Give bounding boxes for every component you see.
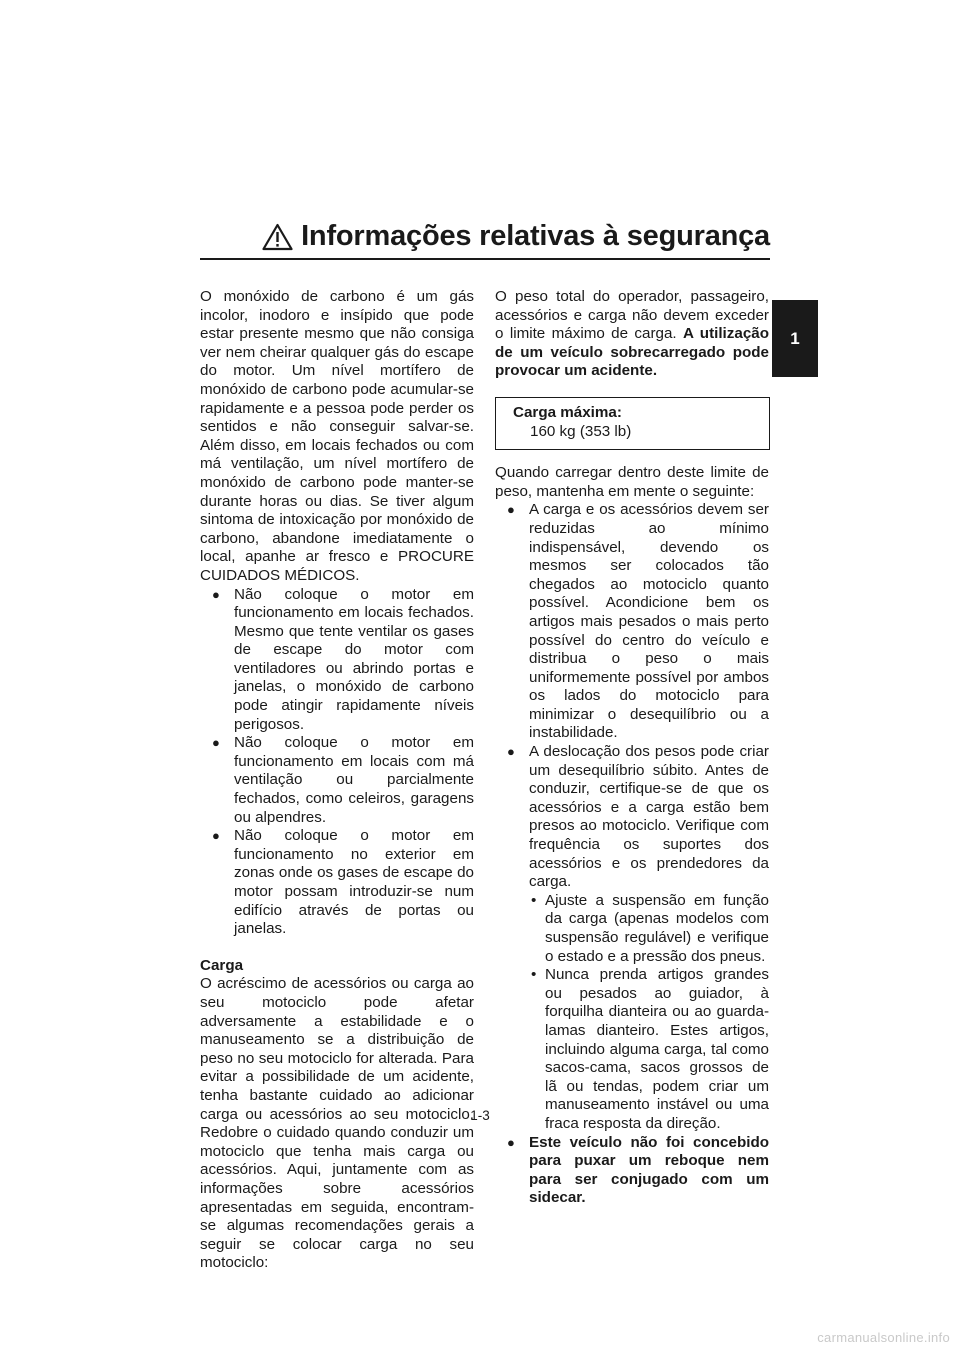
section-title-carga: Carga — [200, 956, 244, 974]
list-item: ● Não coloque o motor em funcionamento no exterior em zonas onde os gases de escape do motor possam introduzir-se num edifício através de portas ou janelas. — [212, 827, 474, 938]
bullet-icon: ● — [507, 744, 515, 760]
page-header — [200, 218, 770, 260]
list-item: ● A carga e os acessórios devem ser reduzidas ao mínimo indispensável, devendo os mesmos ser colocados tão chegados ao motociclo quanto possível. Acondicione bem os artigos mais pesados o mais perto possível do centro do veículo e distribua o peso o mais uniformemente possível por ambos os lados do motociclo para minimizar o desequilíbrio ou a instabilidade. — [507, 501, 769, 742]
co-bullet-list — [200, 586, 474, 939]
load-warning-text: A utilização de um veículo sobrecarregado pode provocar um acidente. — [495, 325, 769, 380]
warning-triangle-icon — [262, 223, 293, 251]
list-item: ● Este veículo não foi concebido para puxar um reboque nem para ser conjugado com um sidecar. — [507, 1133, 769, 1207]
load-lead-paragraph: Quando carregar dentro deste limite de peso, mantenha em mente o seguinte: — [495, 464, 769, 500]
small-bullet-icon: • — [531, 891, 537, 909]
chapter-tab: 1 — [772, 300, 818, 377]
load-intro-paragraph: O peso total do operador, passageiro, acessórios e carga não devem exceder o limite máximo de carga. A utilização de um veículo sobrecarregado pode provocar um acidente. — [495, 288, 769, 380]
header-title-wrap — [262, 220, 770, 253]
list-item: ● Não coloque o motor em funcionamento em locais com má ventilação ou parcialmente fechados, como celeiros, garagens ou alpendres. — [212, 734, 474, 826]
bullet-icon: ● — [507, 502, 515, 518]
sub-list-item: • Nunca prenda artigos grandes ou pesados ao guiador, à forquilha dianteira ou ao guarda-lamas dianteiro. Estes artigos, incluindo alguma carga, tal como sacos-cama, sacos grossos de lã ou tendas, podem criar um manuseamento instável ou uma fraca resposta da direção. — [531, 966, 769, 1132]
max-load-box — [495, 397, 770, 450]
load-bullet-list — [495, 501, 769, 1208]
bullet-icon: ● — [212, 828, 220, 844]
max-load-label: Carga máxima: — [513, 403, 622, 421]
list-item: ● A deslocação dos pesos pode criar um desequilíbrio súbito. Antes de conduzir, certifique-se de que os acessórios e a carga estão bem presos ao motociclo. Verifique com frequência os suportes dos acessórios e os prendedores da carga. • Ajuste a suspensão em função da carga (apenas modelos com suspensão regulável) e verifique o estado e a pressão dos pneus. • Nunca prenda artigos grandes ou pesados ao guiador, à forquilha dianteira ou ao guarda-lamas dianteiro. Estes artigos, incluindo alguma carga, tal como sacos-cama, sacos grossos de lã ou tendas, podem criar um manuseamento instável ou uma fraca resposta da direção. — [507, 743, 769, 1132]
left-column — [200, 288, 474, 1273]
bullet-icon: ● — [507, 1134, 515, 1150]
bullet-icon: ● — [212, 586, 220, 602]
page-number: 1-3 — [470, 1108, 490, 1123]
watermark-text: carmanualsonline.info — [817, 1330, 950, 1345]
small-bullet-icon: • — [531, 966, 537, 984]
sub-list-item: • Ajuste a suspensão em função da carga (apenas modelos com suspensão regulável) e verifique o estado e a pressão dos pneus. — [531, 891, 769, 965]
co-intro-paragraph: O monóxido de carbono é um gás incolor, inodoro e insípido que pode estar presente mesmo que não consiga ver nem cheirar qualquer gás do escape do motor. Um nível mortífero de monóxido de carbono pode acumular-se rapidamente e a pessoa pode perder os sentidos e não conseguir salvar-se. Além disso, em locais fechados ou com má ventilação, um nível mortífero de monóxido de carbono pode manter-se durante horas ou dias. Se tiver algum sintoma de intoxicação por monóxido de carbono, abandone imediatamente o local, apanhe ar fresco e PROCURE CUIDADOS MÉDICOS. — [200, 288, 474, 584]
page-title: Informações relativas à segurança — [301, 220, 770, 252]
load-sub-bullet-list — [529, 892, 769, 1134]
right-column — [495, 288, 769, 1208]
bullet-icon: ● — [212, 735, 220, 751]
carga-paragraph: O acréscimo de acessórios ou carga ao seu motociclo pode afetar adversamente a estabilidade e o manuseamento se a distribuição de peso no seu motociclo for alterada. Para evitar a possibilidade de um acidente, tenha bastante cuidado ao adicionar carga ou acessórios ao seu motociclo. Redobre o cuidado quando conduzir um motociclo que tenha mais carga ou acessórios. Aqui, juntamente com as informações sobre acessórios apresentadas em seguida, encontram-se algumas recomendações gerais a seguir se colocar carga no seu motociclo: — [200, 975, 474, 1272]
max-load-value: 160 kg (353 lb) — [530, 422, 632, 440]
list-item: ● Não coloque o motor em funcionamento em locais fechados. Mesmo que tente ventilar os gases de escape do motor com ventiladores ou abrindo portas e janelas, o monóxido de carbono pode atingir rapidamente níveis perigosos. — [212, 585, 474, 733]
